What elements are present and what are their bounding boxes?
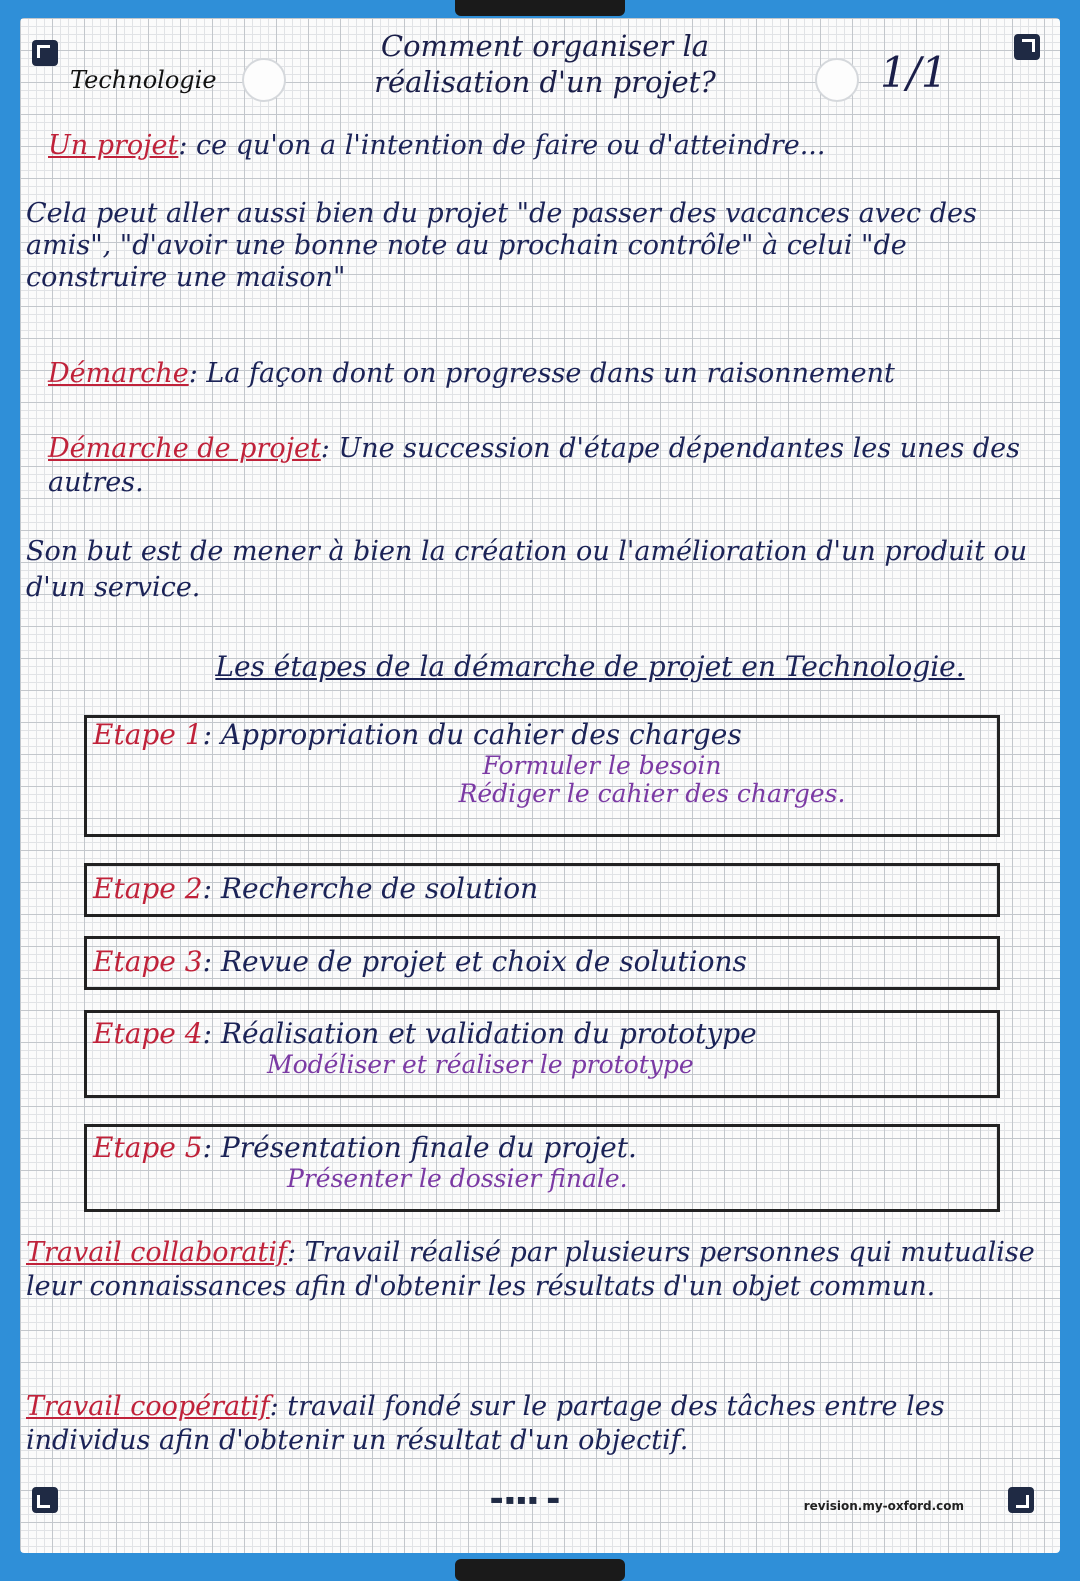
definition-travail-collaboratif: Travail collaboratif: Travail réalisé par plusieurs personnes qui mutualise leur connaissances afin d'obtenir les résultats d'un objet commun. <box>26 1237 1035 1302</box>
step-title: : Recherche de solution <box>202 872 539 905</box>
step-title: : Revue de projet et choix de solutions <box>202 945 747 978</box>
step-label: Etape 2 <box>93 872 203 905</box>
binder-tab-bottom <box>455 1559 625 1581</box>
step-label: Etape 1 <box>93 718 203 751</box>
corner-marker-icon <box>32 40 58 66</box>
corner-marker-icon <box>1014 34 1040 60</box>
step-box-3 <box>84 936 1000 990</box>
footer-url: revision.my-oxford.com <box>803 1499 964 1513</box>
subject-label: Technologie <box>70 66 217 94</box>
step-subtask: Formuler le besoin <box>482 751 722 780</box>
step-title: : Appropriation du cahier des charges <box>202 718 742 751</box>
corner-marker-icon <box>1008 1487 1034 1513</box>
footer-dots-icon: ▬▪▪▪ ▬ <box>490 1492 562 1508</box>
page-number: 1/1 <box>880 48 948 97</box>
punch-hole <box>815 58 859 102</box>
step-box-5 <box>84 1124 1000 1212</box>
term-projet: Un projet <box>48 130 179 161</box>
projet-example: Cela peut aller aussi bien du projet "de passer des vacances avec des amis", "d'avoir une bonne note au prochain contrôle" à celui "de construire une maison" <box>26 198 977 293</box>
step-subtask: Modéliser et réaliser le prototype <box>267 1050 694 1079</box>
definition-projet: Un projet: ce qu'on a l'intention de faire ou d'atteindre... <box>48 130 826 161</box>
step-box-1 <box>84 715 1000 837</box>
step-box-4 <box>84 1010 1000 1098</box>
step-title: : Présentation finale du projet. <box>202 1131 637 1164</box>
step-label: Etape 5 <box>93 1131 203 1164</box>
term-demarche-projet: Démarche de projet <box>48 433 321 464</box>
step-label: Etape 4 <box>93 1017 203 1050</box>
corner-marker-icon <box>32 1487 58 1513</box>
punch-hole <box>242 58 286 102</box>
step-box-2 <box>84 863 1000 917</box>
page-title: Comment organiser la réalisation d'un projet? <box>374 29 716 99</box>
step-title: : Réalisation et validation du prototype <box>202 1017 757 1050</box>
definition-travail-cooperatif: Travail coopératif: travail fondé sur le partage des tâches entre les individus afin d'obtenir un résultat d'un objectif. <box>26 1391 945 1456</box>
step-subtask: Rédiger le cahier des charges. <box>458 779 846 808</box>
steps-heading: Les étapes de la démarche de projet en Technologie. <box>215 650 965 683</box>
but-statement: Son but est de mener à bien la création ou l'amélioration d'un produit ou d'un service. <box>26 536 1028 603</box>
notebook-sheet <box>20 18 1060 1553</box>
term-cooperatif: Travail coopératif <box>26 1391 270 1422</box>
definition-demarche-projet: Démarche de projet: Une succession d'étape dépendantes les unes des autres. <box>48 433 1021 498</box>
binder-tab-top <box>455 0 625 16</box>
definition-demarche: Démarche: La façon dont on progresse dans un raisonnement <box>48 358 895 389</box>
step-subtask: Présenter le dossier finale. <box>287 1164 628 1193</box>
term-collaboratif: Travail collaboratif <box>26 1237 287 1268</box>
step-label: Etape 3 <box>93 945 203 978</box>
term-demarche: Démarche <box>48 358 189 389</box>
